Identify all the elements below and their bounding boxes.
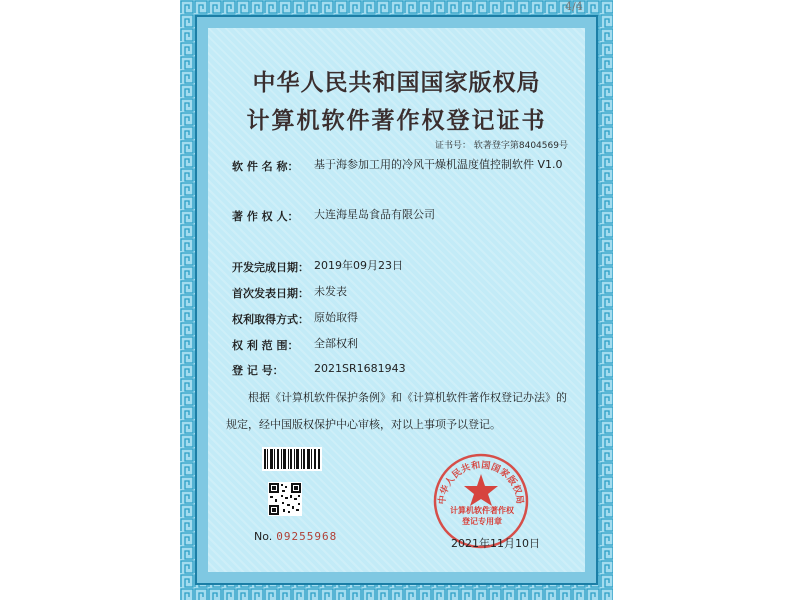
statement-line-2 xyxy=(226,411,578,438)
statement-text-2: 规定，经中国版权保护中心审核，对以上事项予以登记。 xyxy=(226,418,501,431)
seal-line-2: 登记专用章 xyxy=(462,517,502,526)
field-value: 原始取得 xyxy=(314,311,358,324)
issue-date: 2021年11月10日 xyxy=(451,537,540,550)
barcode xyxy=(262,447,322,471)
certificate-number: 证书号： 软著登字第8404569号 xyxy=(435,141,568,151)
serial-prefix: No. xyxy=(254,530,273,543)
handwritten-mark: 4/4 xyxy=(565,0,583,13)
seal-inner-text xyxy=(450,505,514,527)
field-value: 未发表 xyxy=(314,285,347,298)
certificate-title: 计算机软件著作权登记证书 xyxy=(246,107,547,134)
field-label: 著 作 权 人： xyxy=(232,210,299,223)
seal-line-1: 计算机软件著作权 xyxy=(450,506,514,515)
field-value: 2021SR1681943 xyxy=(314,362,406,375)
field-label: 首次发表日期： xyxy=(232,287,309,300)
field-value: 基于海参加工用的冷风干燥机温度值控制软件 V1.0 xyxy=(314,158,563,171)
serial-value: 09255968 xyxy=(276,530,338,543)
issuer-title: 中华人民共和国国家版权局 xyxy=(252,69,541,96)
field-label: 登 记 号： xyxy=(232,364,284,377)
statement-text-1: 根据《计算机软件保护条例》和《计算机软件著作权登记办法》的 xyxy=(248,391,567,404)
certificate xyxy=(180,0,613,600)
field-value: 大连海星岛食品有限公司 xyxy=(314,208,435,221)
field-label: 软 件 名 称： xyxy=(232,160,299,173)
field-label: 权 利 范 围： xyxy=(232,339,299,352)
field-label: 开发完成日期： xyxy=(232,261,309,274)
statement-line-1 xyxy=(226,384,578,411)
qr-code xyxy=(268,482,302,516)
seal-arc-text: 中华人民共和国国家版权局 xyxy=(437,460,525,505)
field-value: 2019年09月23日 xyxy=(314,259,403,272)
serial-number xyxy=(254,530,337,543)
field-value: 全部权利 xyxy=(314,337,358,350)
field-label: 权利取得方式： xyxy=(232,313,309,326)
